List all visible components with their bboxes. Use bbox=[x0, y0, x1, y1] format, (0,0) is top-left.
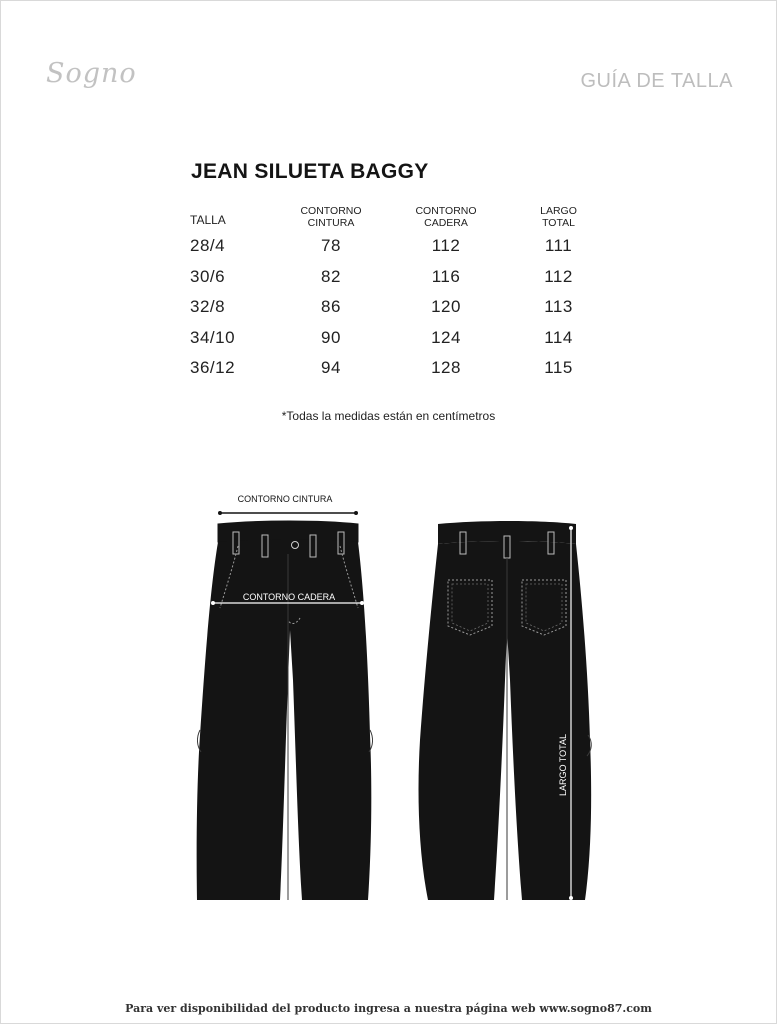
waist-measure-line bbox=[218, 511, 358, 515]
header-contorno-cadera: CONTORNO CADERA bbox=[415, 205, 477, 229]
measurement-note: *Todas la medidas están en centímetros bbox=[281, 409, 496, 423]
cell-hip: 120 bbox=[431, 297, 461, 317]
cell-hip: 112 bbox=[431, 236, 461, 256]
brand-logo: Sogno bbox=[46, 58, 137, 89]
cell-length: 113 bbox=[544, 297, 573, 317]
back-pants-illustration bbox=[419, 521, 592, 900]
size-table bbox=[186, 200, 606, 384]
table-row bbox=[186, 262, 606, 293]
cell-size: 28/4 bbox=[190, 236, 226, 256]
pants-diagram bbox=[0, 480, 777, 910]
length-label: LARGO TOTAL bbox=[558, 733, 568, 797]
table-row bbox=[186, 323, 606, 354]
table-row bbox=[186, 292, 606, 323]
cell-waist: 86 bbox=[321, 297, 341, 317]
cell-length: 112 bbox=[544, 266, 573, 286]
cell-hip: 124 bbox=[431, 327, 461, 347]
table-row bbox=[186, 231, 606, 262]
header-contorno-cintura: CONTORNO CINTURA bbox=[300, 205, 362, 229]
cell-waist: 82 bbox=[321, 266, 341, 286]
waist-label: CONTORNO CINTURA bbox=[237, 494, 333, 504]
hip-label: CONTORNO CADERA bbox=[242, 592, 336, 602]
footer-text: Para ver disponibilidad del producto ingresa a nuestra página web www.sogno87.com bbox=[125, 1002, 652, 1015]
cell-length: 111 bbox=[544, 236, 573, 256]
cell-hip: 128 bbox=[431, 358, 461, 378]
cell-waist: 94 bbox=[321, 358, 341, 378]
table-header-row bbox=[186, 200, 606, 231]
header-largo-total: LARGO TOTAL bbox=[540, 205, 577, 229]
front-pants-illustration bbox=[197, 521, 373, 900]
cell-size: 36/12 bbox=[190, 358, 236, 378]
cell-size: 34/10 bbox=[190, 327, 236, 347]
cell-waist: 78 bbox=[321, 236, 341, 256]
guide-title: GUÍA DE TALLA bbox=[580, 70, 733, 92]
product-title: JEAN SILUETA BAGGY bbox=[191, 160, 429, 183]
cell-size: 30/6 bbox=[190, 266, 226, 286]
cell-size: 32/8 bbox=[190, 297, 226, 317]
cell-length: 115 bbox=[544, 358, 573, 378]
cell-length: 114 bbox=[544, 327, 573, 347]
header-talla: TALLA bbox=[190, 213, 226, 227]
table-row bbox=[186, 353, 606, 384]
cell-waist: 90 bbox=[321, 327, 341, 347]
cell-hip: 116 bbox=[431, 266, 461, 286]
